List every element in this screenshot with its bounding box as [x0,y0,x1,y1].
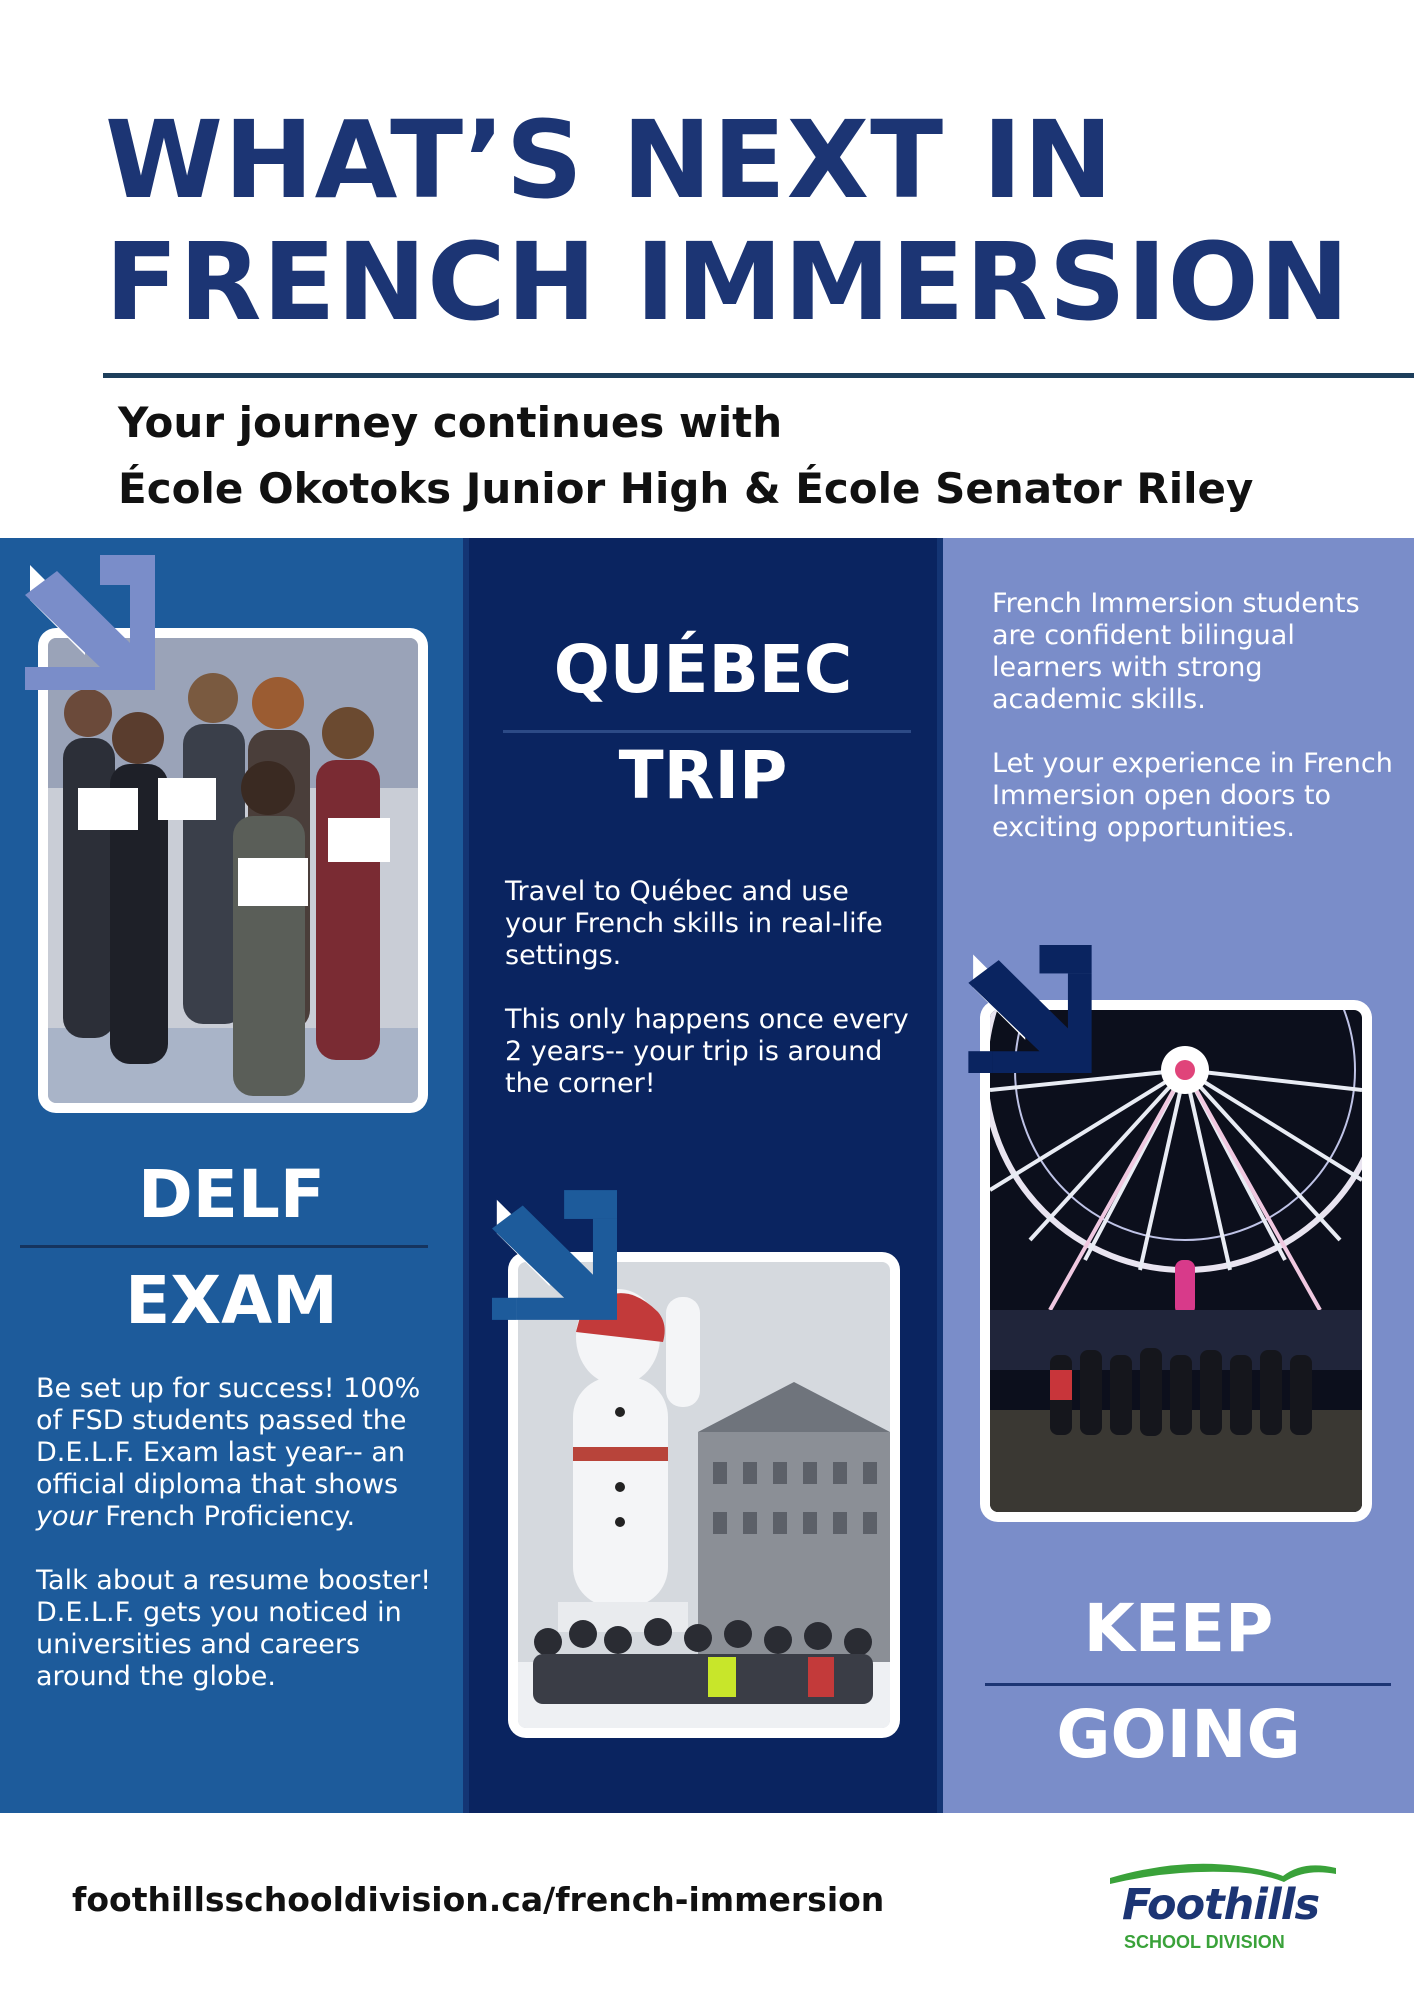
delf-heading-divider [20,1245,428,1248]
page-title [105,100,1385,344]
delf-heading-line-2: EXAM [125,1262,338,1339]
delf-paragraph-1: Be set up for success! 100% of FSD students passed the D.E.L.F. Exam last year-- an official diploma that shows your French Proficiency. [36,1373,421,1532]
quebec-carnival-photo [508,1252,900,1738]
keep-going-paragraph-1: French Immersion students are confident bilingual learners with strong academic skills. [992,588,1360,715]
delf-students-photo [38,628,428,1113]
arrow-down-right-icon [492,1190,617,1320]
page-subtitle [118,390,1398,522]
logo-subtitle: SCHOOL DIVISION [1124,1932,1285,1952]
quebec-paragraph-2: This only happens once every 2 years-- your trip is around the corner! [505,1004,909,1099]
header-divider [103,373,1414,378]
logo-wordmark: Foothills [1122,1880,1320,1930]
keep-going-body [992,588,1397,876]
title-line-2: FRENCH IMMERSION [105,221,1351,345]
subtitle-line-1: Your journey continues with [118,398,783,447]
delf-heading-line-1: DELF [137,1156,325,1233]
quebec-heading-line-2: TRIP [618,737,788,814]
arrow-down-right-icon [968,945,1092,1073]
foothills-logo [1100,1850,1340,1950]
keep-going-paragraph-2: Let your experience in French Immersion open doors to exciting opportunities. [992,748,1393,843]
quebec-heading-line-1: QUÉBEC [553,631,853,708]
website-link[interactable]: foothillsschooldivision.ca/french-immersion [72,1880,885,1919]
quebec-paragraph-1: Travel to Québec and use your French skills in real-life settings. [505,876,883,971]
quebec-body [505,876,915,1132]
delf-body [36,1373,446,1725]
keep-going-heading-line-1: KEEP [1083,1590,1274,1667]
quebec-heading-divider [503,730,911,733]
keep-going-heading-divider [985,1683,1391,1686]
title-line-1: WHAT’S NEXT IN [105,99,1114,223]
subtitle-line-2: École Okotoks Junior High & École Senator Riley [118,464,1254,513]
delf-paragraph-2: Talk about a resume booster! D.E.L.F. gets you noticed in universities and careers around the globe. [36,1565,432,1692]
keep-going-heading-line-2: GOING [1056,1696,1301,1773]
arrow-down-right-icon [25,555,155,690]
ferris-wheel-photo [980,1000,1372,1522]
